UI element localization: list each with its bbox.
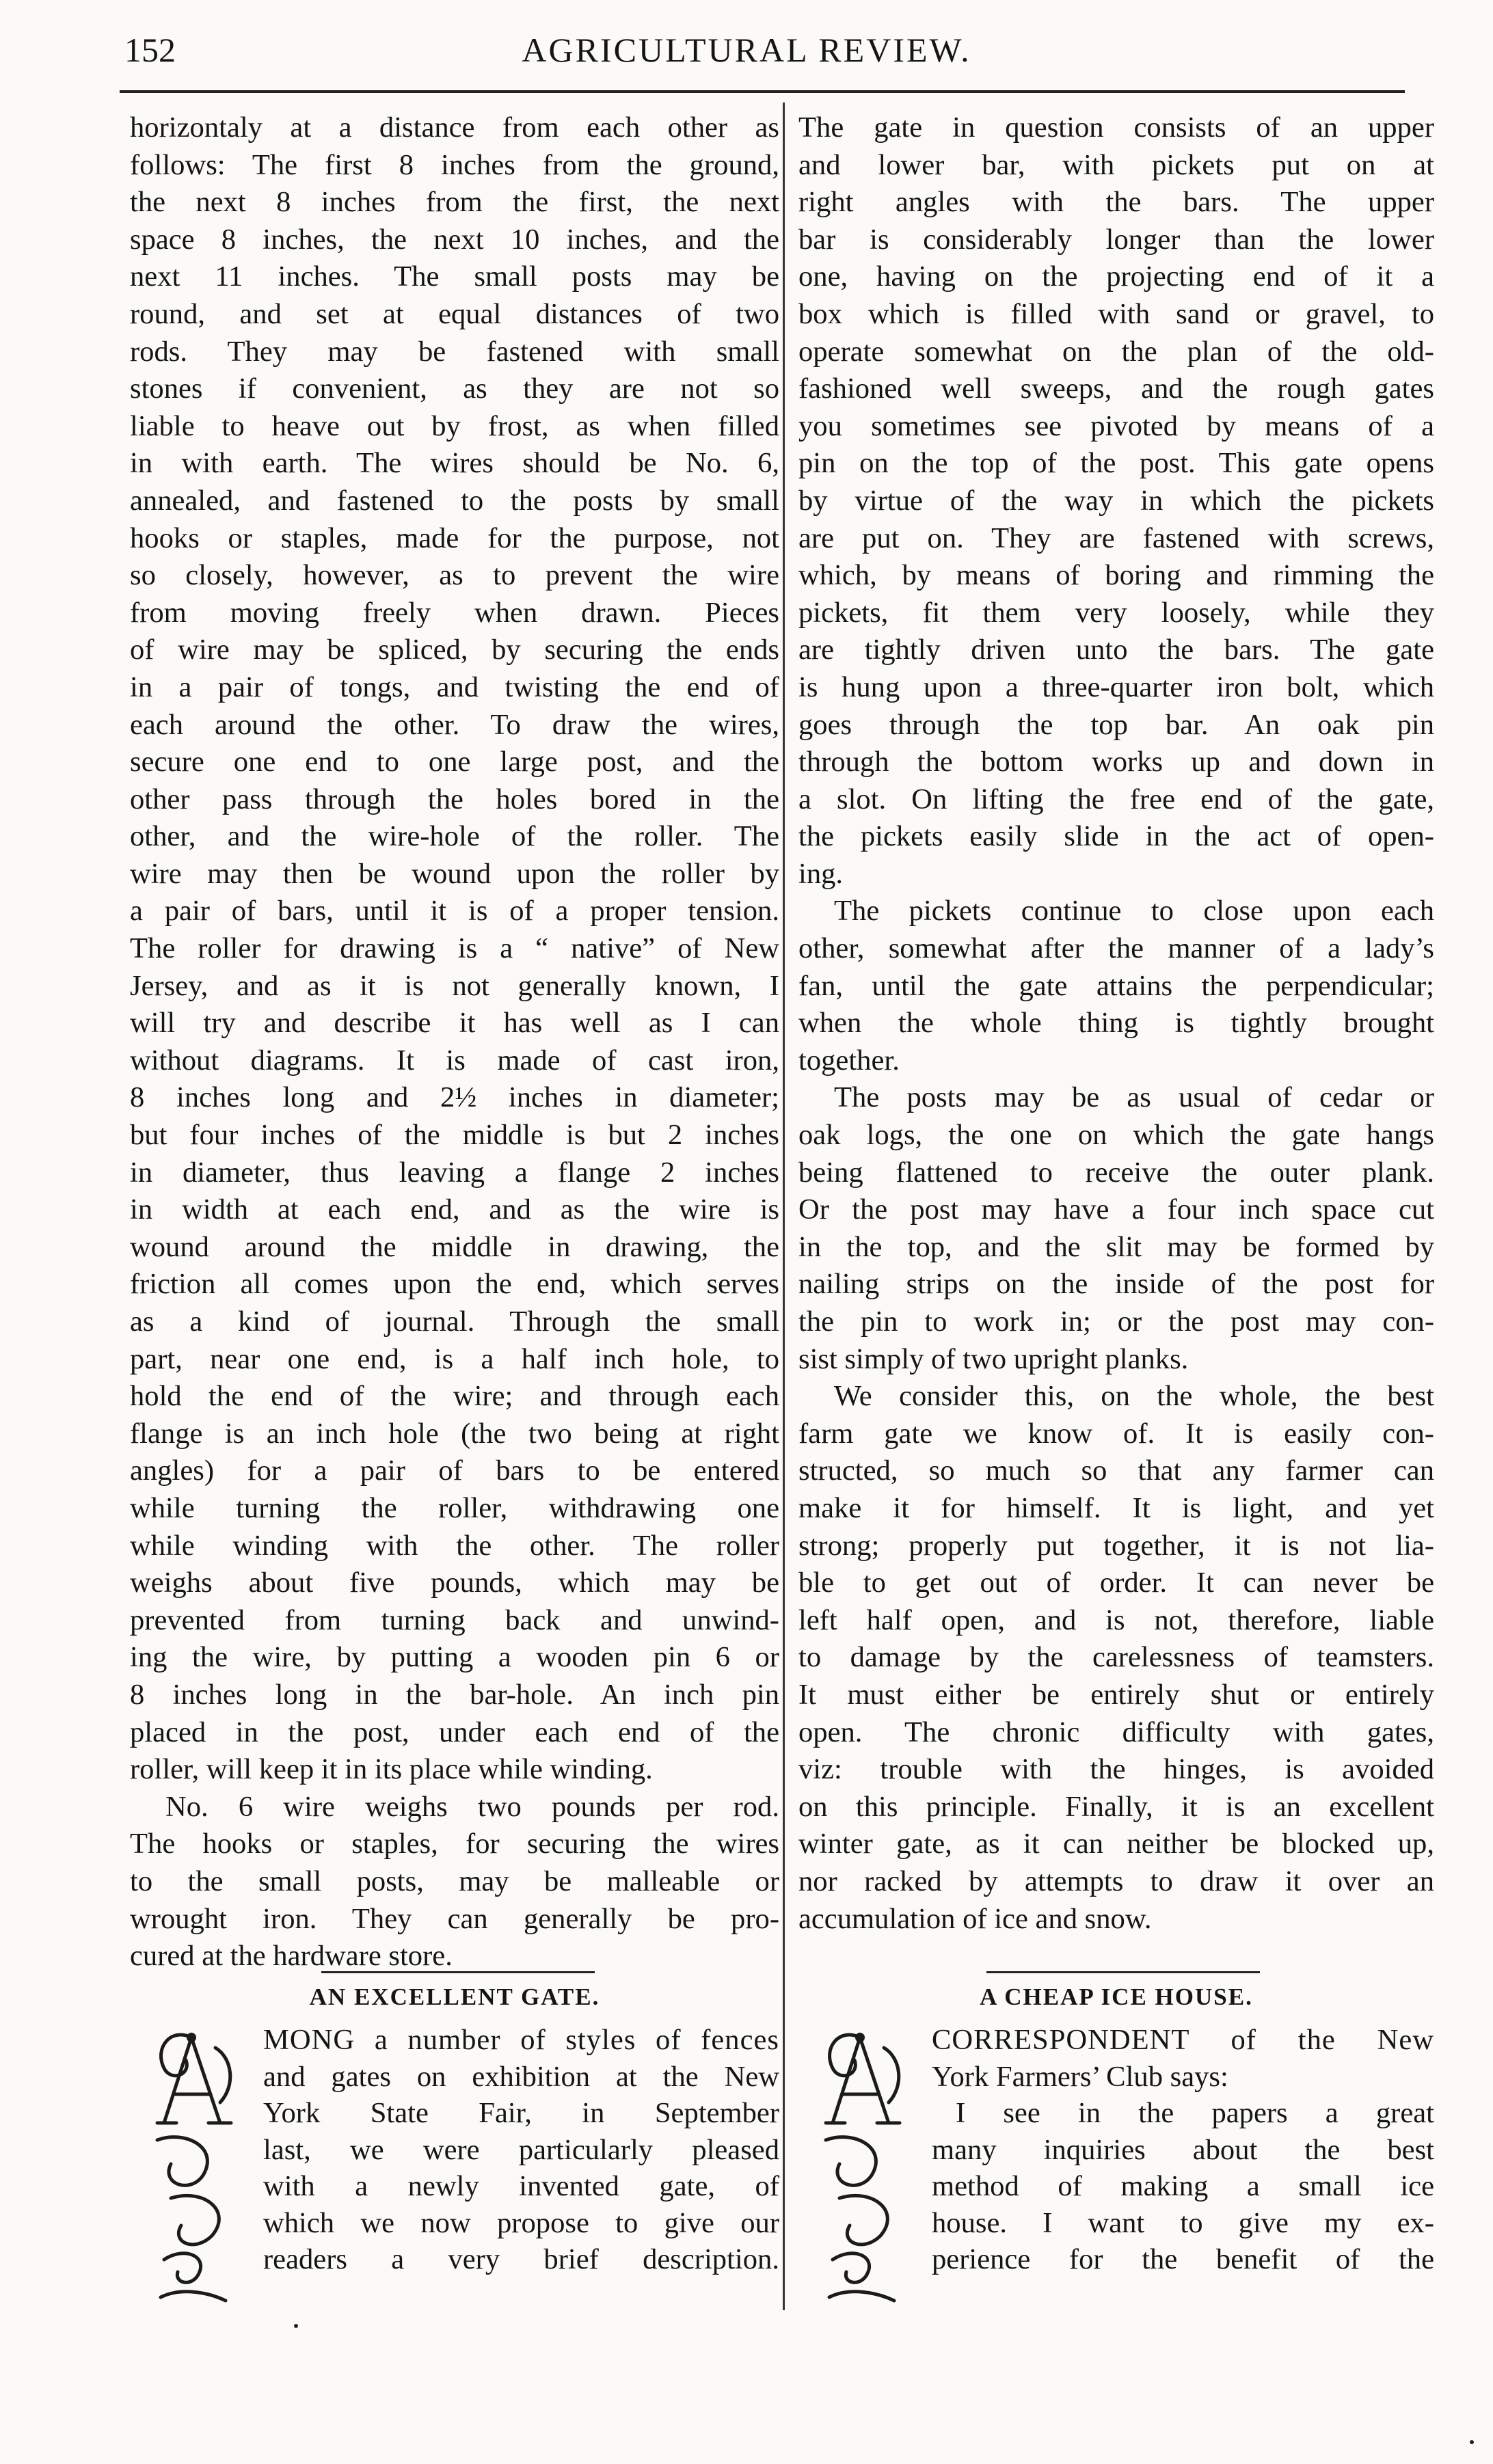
text-line: rods. They may be fastened with small [130,335,779,368]
ornamental-initial-a-icon [812,2020,913,2307]
text-line: viz: trouble with the hinges, is avoided [798,1753,1434,1786]
print-speck [294,2324,298,2328]
text-line: horizontaly at a distance from each other as [130,111,779,144]
text-line: No. 6 wire weighs two pounds per rod. [165,1790,779,1823]
running-title: AGRICULTURAL REVIEW. [522,31,971,69]
left-column [130,109,779,1975]
text-line: nailing strips on the inside of the post for [798,1268,1434,1301]
ornamental-initial-a-icon [144,2020,245,2307]
text-line: in a pair of tongs, and twisting the end of [130,671,779,703]
text-line: when the whole thing is tightly brought [798,1007,1434,1040]
text-line: 8 inches long in the bar-hole. An inch pin [130,1678,779,1711]
text-line: by virtue of the way in which the pickets [798,484,1434,517]
text-line: pickets, fit them very loosely, while they [798,596,1434,629]
text-line: The posts may be as usual of cedar or [834,1081,1434,1114]
text-line: fan, until the gate attains the perpendicular; [798,969,1434,1002]
text-line: a pair of bars, until it is of a proper tension. [130,895,779,928]
column-rule [783,103,785,2310]
page-number: 152 [124,31,176,69]
text-line: a slot. On lifting the free end of the gate, [798,783,1434,815]
text-line: annealed, and fastened to the posts by small [130,484,779,517]
text-line: bar is considerably longer than the lower [798,223,1434,256]
text-line: as a kind of journal. Through the small [130,1305,779,1338]
text-line: next 11 inches. The small posts may be [130,260,779,293]
text-line: York Farmers’ Club says: [932,2060,1228,2093]
text-line: secure one end to one large post, and the [130,746,779,779]
text-line: liable to heave out by frost, as when filled [130,409,779,442]
text-line: cured at the hardware store. [130,1940,453,1973]
text-line: from moving freely when drawn. Pieces [130,596,779,629]
text-line: so closely, however, as to prevent the wire [130,559,779,592]
text-line: is hung upon a three-quarter iron bolt, which [798,671,1434,703]
text-line: each around the other. To draw the wires, [130,708,779,741]
text-line: the next 8 inches from the first, the next [130,186,779,219]
text-line: make it for himself. It is light, and yet [798,1491,1434,1524]
section-title: AN EXCELLENT GATE. [309,1984,600,2010]
text-line: space 8 inches, the next 10 inches, and the [130,223,779,256]
text-line: while winding with the other. The roller [130,1529,779,1562]
text-line: hooks or staples, made for the purpose, not [130,522,779,554]
text-line: wire may then be wound upon the roller by [130,857,779,890]
text-line: ing the wire, by putting a wooden pin 6 or [130,1641,779,1674]
text-line: but four inches of the middle is but 2 inches [130,1119,779,1152]
text-line: ble to get out of order. It can never be [798,1567,1434,1599]
text-line: in the top, and the slit may be formed by [798,1230,1434,1263]
section-title: A CHEAP ICE HOUSE. [980,1984,1253,2010]
text-line: York State Fair, in September [263,2097,779,2129]
text-line: farm gate we know of. It is easily con- [798,1417,1434,1450]
text-line: will try and describe it has well as I can [130,1007,779,1040]
text-line: other, and the wire-hole of the roller. The [130,820,779,853]
text-line: weighs about five pounds, which may be [130,1567,779,1599]
text-line: which, by means of boring and rimming the [798,559,1434,592]
text-line: The pickets continue to close upon each [834,895,1434,928]
text-line: which we now propose to give our [263,2206,779,2239]
text-line: open. The chronic difficulty with gates, [798,1716,1434,1748]
text-line: house. I want to give my ex- [932,2206,1434,2239]
text-line: structed, so much so that any farmer can [798,1454,1434,1487]
text-line: The gate in question consists of an upper [798,111,1434,144]
text-line: readers a very brief description. [263,2243,779,2275]
text-line: wound around the middle in drawing, the [130,1230,779,1263]
text-line: sist simply of two upright planks. [798,1342,1189,1375]
text-line: left half open, and is not, therefore, liable [798,1603,1434,1636]
text-line: friction all comes upon the end, which serves [130,1268,779,1301]
right-column [798,109,1434,1938]
text-line: in with earth. The wires should be No. 6, [130,447,779,480]
page-header [0,0,1493,75]
text-line: I see in the papers a great [956,2097,1434,2129]
text-line: operate somewhat on the plan of the old- [798,335,1434,368]
text-line: accumulation of ice and snow. [798,1902,1152,1935]
text-line: stones if convenient, as they are not so [130,373,779,405]
text-line: prevented from turning back and unwind- [130,1603,779,1636]
text-line: being flattened to receive the outer plank. [798,1156,1434,1189]
text-line: other, somewhat after the manner of a lady’s [798,932,1434,965]
text-line: many inquiries about the best [932,2133,1434,2166]
text-line: flange is an inch hole (the two being at right [130,1417,779,1450]
text-line: to damage by the carelessness of teamsters. [798,1641,1434,1674]
text-line: winter gate, as it can neither be blocked up, [798,1828,1434,1860]
text-line: CORRESPONDENT of the New [932,2024,1434,2056]
text-line: 8 inches long and 2½ inches in diameter; [130,1081,779,1114]
text-line: in diameter, thus leaving a flange 2 inches [130,1156,779,1189]
text-line: angles) for a pair of bars to be entered [130,1454,779,1487]
text-line: one, having on the projecting end of it a [798,260,1434,293]
text-line: while turning the roller, withdrawing one [130,1491,779,1524]
section-rule [321,1971,595,1973]
text-line: Jersey, and as it is not generally known, I [130,969,779,1002]
text-line: pin on the top of the post. This gate opens [798,447,1434,480]
text-line: We consider this, on the whole, the best [834,1380,1434,1413]
text-line: are tightly driven unto the bars. The gate [798,634,1434,666]
section-body [263,2022,779,2278]
text-line: box which is filled with sand or gravel, to [798,297,1434,330]
text-line: on this principle. Finally, it is an excellent [798,1790,1434,1823]
text-line: and gates on exhibition at the New [263,2060,779,2093]
text-line: to the small posts, may be malleable or [130,1865,779,1897]
text-line: without diagrams. It is made of cast iron, [130,1044,779,1077]
text-line: perience for the benefit of the [932,2243,1434,2275]
text-line: follows: The first 8 inches from the ground, [130,148,779,181]
text-line: are put on. They are fastened with screws, [798,522,1434,554]
text-line: goes through the top bar. An oak pin [798,708,1434,741]
text-line: fashioned well sweeps, and the rough gates [798,373,1434,405]
text-line: right angles with the bars. The upper [798,186,1434,219]
text-line: the pickets easily slide in the act of open- [798,820,1434,853]
section-rule [986,1971,1260,1973]
text-line: round, and set at equal distances of two [130,297,779,330]
text-line: MONG a number of styles of fences [263,2024,779,2056]
text-line: ing. [798,857,844,890]
section-body [932,2022,1434,2278]
text-line: nor racked by attempts to draw it over an [798,1865,1434,1897]
text-line: roller, will keep it in its place while winding. [130,1753,653,1786]
text-line: through the bottom works up and down in [798,746,1434,779]
print-speck [1470,2440,1474,2444]
text-line: Or the post may have a four inch space cut [798,1193,1434,1226]
text-line: oak logs, the one on which the gate hangs [798,1119,1434,1152]
text-line: in width at each end, and as the wire is [130,1193,779,1226]
text-line: part, near one end, is a half inch hole, to [130,1342,779,1375]
text-line: wrought iron. They can generally be pro- [130,1902,779,1935]
text-line: with a newly invented gate, of [263,2170,779,2202]
text-line: placed in the post, under each end of the [130,1716,779,1748]
text-line: of wire may be spliced, by securing the ends [130,634,779,666]
text-line: It must either be entirely shut or entirely [798,1678,1434,1711]
text-line: the pin to work in; or the post may con- [798,1305,1434,1338]
text-line: together. [798,1044,900,1077]
header-rule [120,90,1405,93]
text-line: hold the end of the wire; and through each [130,1380,779,1413]
text-line: The roller for drawing is a “ native” of New [130,932,779,965]
text-line: strong; properly put together, it is not lia- [798,1529,1434,1562]
text-line: other pass through the holes bored in the [130,783,779,815]
text-line: and lower bar, with pickets put on at [798,148,1434,181]
text-line: last, we were particularly pleased [263,2133,779,2166]
text-line: The hooks or staples, for securing the wires [130,1828,779,1860]
text-line: you sometimes see pivoted by means of a [798,409,1434,442]
text-line: method of making a small ice [932,2170,1434,2202]
